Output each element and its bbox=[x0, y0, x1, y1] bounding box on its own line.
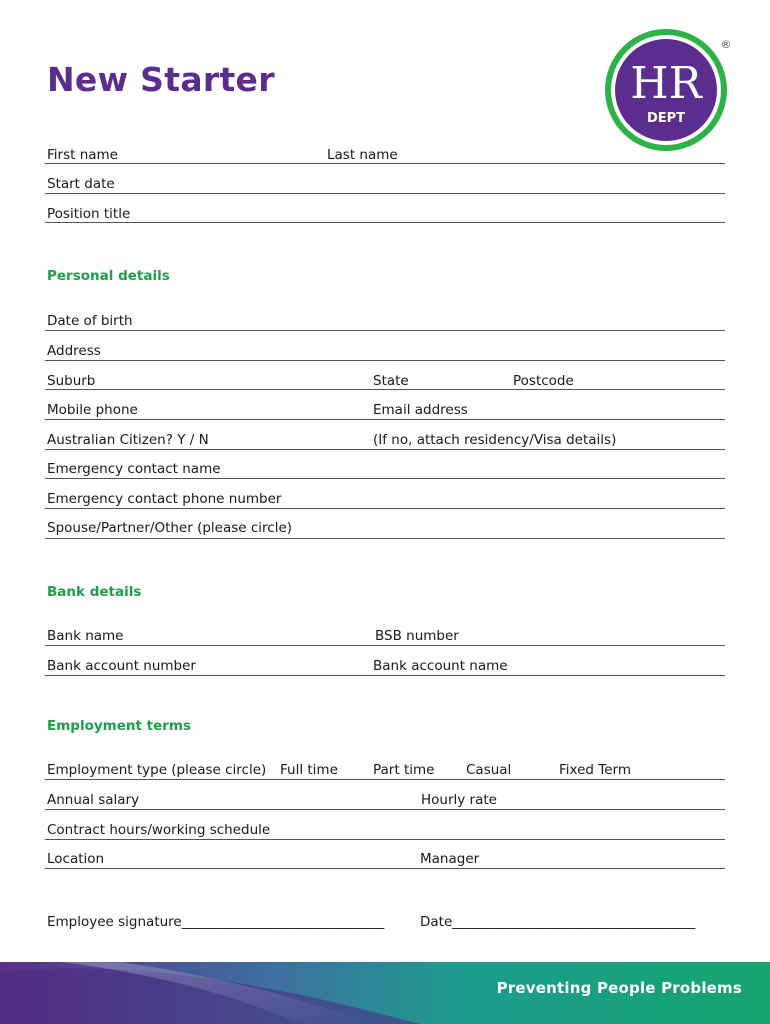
logo-sub-text: DEPT bbox=[646, 111, 686, 126]
suburb-state-postcode-field[interactable] bbox=[45, 389, 725, 390]
emergency-contact-name-label: Emergency contact name bbox=[47, 461, 221, 477]
location-manager-field[interactable] bbox=[45, 868, 725, 869]
state-label: State bbox=[373, 373, 409, 389]
employment-terms-heading: Employment terms bbox=[47, 718, 192, 734]
bank-name-bsb-field[interactable] bbox=[45, 645, 725, 646]
bank-details-heading: Bank details bbox=[47, 584, 142, 600]
employment-type-line bbox=[45, 779, 725, 780]
emergency-contact-name-field[interactable] bbox=[45, 478, 725, 479]
annual-salary-label: Annual salary bbox=[47, 792, 140, 808]
employment-option-part-time[interactable]: Part time bbox=[373, 762, 435, 778]
hr-dept-logo bbox=[598, 26, 738, 156]
first-name-label: First name bbox=[47, 147, 118, 163]
residency-note-label: (If no, attach residency/Visa details) bbox=[373, 432, 617, 448]
employment-type-label: Employment type (please circle) bbox=[47, 762, 267, 778]
australian-citizen-label: Australian Citizen? Y / N bbox=[47, 432, 209, 448]
address-field[interactable] bbox=[45, 360, 725, 361]
relationship-field[interactable] bbox=[45, 538, 725, 539]
emergency-contact-phone-field[interactable] bbox=[45, 508, 725, 509]
email-address-label: Email address bbox=[373, 402, 468, 418]
location-label: Location bbox=[47, 851, 105, 867]
first-last-name-field[interactable] bbox=[45, 163, 725, 164]
date-of-birth-label: Date of birth bbox=[47, 313, 133, 329]
registered-mark: ® bbox=[720, 38, 732, 51]
employment-option-fixed-term[interactable]: Fixed Term bbox=[559, 762, 631, 778]
start-date-field[interactable] bbox=[45, 193, 725, 194]
signature-date-field[interactable]: Date____________________________________ bbox=[420, 914, 696, 930]
bank-name-label: Bank name bbox=[47, 628, 124, 644]
hourly-rate-label: Hourly rate bbox=[421, 792, 497, 808]
emergency-contact-phone-label: Emergency contact phone number bbox=[47, 491, 282, 507]
logo-main-text: HR bbox=[630, 58, 702, 109]
bank-account-number-label: Bank account number bbox=[47, 658, 196, 674]
bank-account-field[interactable] bbox=[45, 675, 725, 676]
position-title-field[interactable] bbox=[45, 222, 725, 223]
postcode-label: Postcode bbox=[513, 373, 574, 389]
citizen-field[interactable] bbox=[45, 449, 725, 450]
phone-email-field[interactable] bbox=[45, 419, 725, 420]
relationship-label: Spouse/Partner/Other (please circle) bbox=[47, 520, 293, 536]
position-title-label: Position title bbox=[47, 206, 131, 222]
bsb-number-label: BSB number bbox=[375, 628, 459, 644]
contract-hours-label: Contract hours/working schedule bbox=[47, 822, 271, 838]
employment-option-full-time[interactable]: Full time bbox=[280, 762, 338, 778]
manager-label: Manager bbox=[420, 851, 480, 867]
salary-rate-field[interactable] bbox=[45, 809, 725, 810]
bank-account-name-label: Bank account name bbox=[373, 658, 508, 674]
employment-option-casual[interactable]: Casual bbox=[466, 762, 512, 778]
personal-details-heading: Personal details bbox=[47, 268, 170, 284]
footer-tagline: Preventing People Problems bbox=[496, 979, 742, 997]
address-label: Address bbox=[47, 343, 101, 359]
suburb-label: Suburb bbox=[47, 373, 96, 389]
page-title: New Starter bbox=[47, 60, 275, 99]
last-name-label: Last name bbox=[327, 147, 398, 163]
date-of-birth-field[interactable] bbox=[45, 330, 725, 331]
contract-hours-field[interactable] bbox=[45, 839, 725, 840]
employee-signature-field[interactable]: Employee signature______________________________ bbox=[47, 914, 385, 930]
mobile-phone-label: Mobile phone bbox=[47, 402, 138, 418]
start-date-label: Start date bbox=[47, 176, 115, 192]
